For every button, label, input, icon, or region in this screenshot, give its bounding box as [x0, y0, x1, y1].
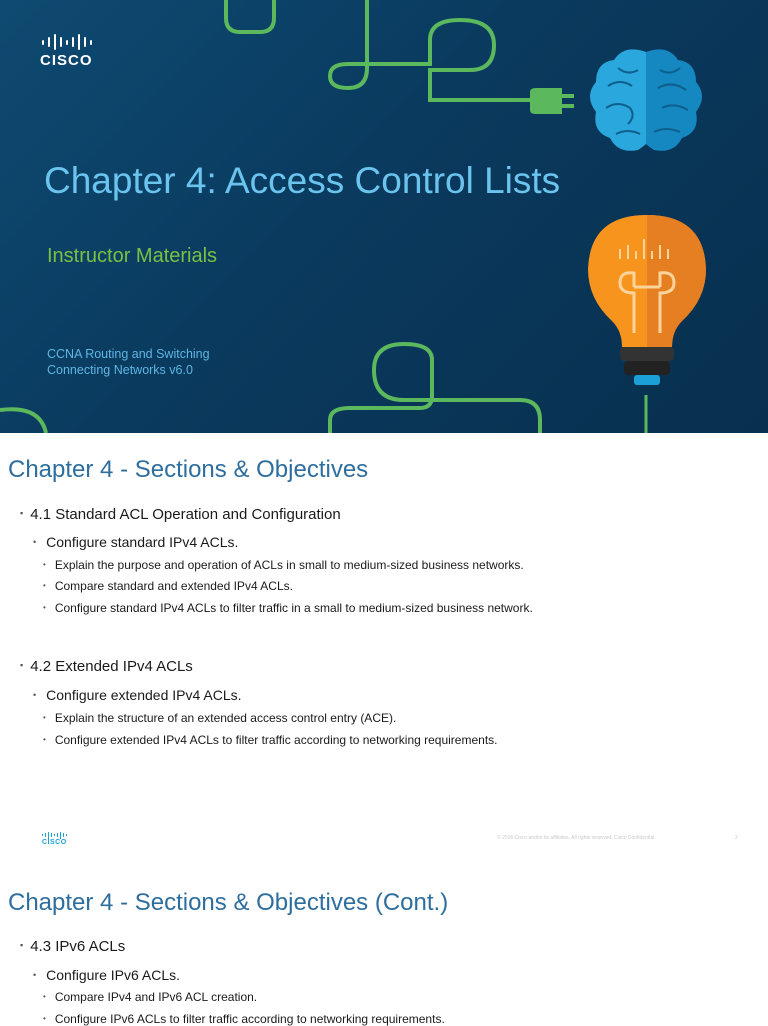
- course-line-2: Connecting Networks v6.0: [47, 363, 193, 377]
- course-info: [47, 346, 210, 378]
- presentation-subtitle: Instructor Materials: [47, 245, 218, 267]
- objectives-cont-slide: [0, 860, 768, 1024]
- objectives-slide: [0, 433, 768, 860]
- dot-bullet-icon: •: [33, 970, 37, 980]
- dot-bullet-icon: •: [43, 603, 46, 612]
- cisco-bars-icon: [42, 33, 110, 51]
- dot-bullet-icon: •: [43, 713, 46, 722]
- objective-label: Configure standard IPv4 ACLs.: [46, 534, 239, 550]
- footer-copyright: © 2016 Cisco and/or its affiliates. All rights reserved. Cisco Confidential: [497, 835, 655, 841]
- topic-item: [43, 579, 293, 593]
- topic-label: Configure IPv6 ACLs to filter traffic according to networking requirements.: [54, 1012, 445, 1026]
- slide-heading: Chapter 4 - Sections & Objectives (Cont.): [8, 889, 449, 916]
- objective-item: [33, 687, 242, 703]
- presentation-title: Chapter 4: Access Control Lists: [44, 160, 561, 201]
- lightbulb-icon: [586, 213, 708, 389]
- plug-icon: [528, 86, 584, 116]
- topic-label: Configure standard IPv4 ACLs to filter traffic in a small to medium-sized business network.: [54, 601, 533, 615]
- section-label: 4.3 IPv6 ACLs: [30, 938, 126, 955]
- square-bullet-icon: ▪: [20, 660, 24, 670]
- footer-wordmark: CISCO: [42, 839, 67, 846]
- section-item: [20, 938, 125, 955]
- dot-bullet-icon: •: [43, 581, 46, 590]
- square-bullet-icon: ▪: [20, 940, 24, 950]
- dot-bullet-icon: •: [43, 560, 46, 569]
- dot-bullet-icon: •: [43, 735, 46, 744]
- section-item: [20, 506, 341, 523]
- topic-item: [43, 601, 533, 615]
- dot-bullet-icon: •: [33, 690, 37, 700]
- topic-item: [43, 733, 498, 747]
- title-slide: [0, 0, 768, 433]
- objective-label: Configure IPv6 ACLs.: [46, 967, 181, 983]
- cisco-logo: [40, 33, 110, 71]
- slide-heading: Chapter 4 - Sections & Objectives: [8, 456, 369, 483]
- topic-item: [43, 558, 524, 572]
- section-label: 4.2 Extended IPv4 ACLs: [30, 658, 193, 675]
- course-line-1: CCNA Routing and Switching: [47, 347, 210, 361]
- topic-label: Compare IPv4 and IPv6 ACL creation.: [54, 990, 258, 1004]
- cisco-bars-icon: [42, 831, 72, 839]
- topic-label: Explain the purpose and operation of ACLs in small to medium-sized business networks.: [54, 558, 524, 572]
- topic-label: Explain the structure of an extended access control entry (ACE).: [54, 711, 397, 725]
- square-bullet-icon: ▪: [20, 508, 24, 518]
- topic-item: [43, 711, 396, 725]
- footer-page-number: 2: [735, 835, 738, 841]
- section-item: [20, 658, 193, 675]
- topic-item: [43, 990, 257, 1004]
- cisco-wordmark: CISCO: [40, 52, 93, 69]
- objective-label: Configure extended IPv4 ACLs.: [46, 687, 242, 703]
- section-label: 4.1 Standard ACL Operation and Configuration: [30, 506, 341, 523]
- objective-item: [33, 534, 238, 550]
- topic-label: Configure extended IPv4 ACLs to filter traffic according to networking requirements.: [54, 733, 498, 747]
- brain-icon: [588, 46, 704, 158]
- dot-bullet-icon: •: [43, 992, 46, 1001]
- topic-label: Compare standard and extended IPv4 ACLs.: [54, 579, 293, 593]
- footer-cisco-logo: [42, 831, 72, 849]
- dot-bullet-icon: •: [43, 1014, 46, 1023]
- dot-bullet-icon: •: [33, 537, 37, 547]
- objective-item: [33, 967, 180, 983]
